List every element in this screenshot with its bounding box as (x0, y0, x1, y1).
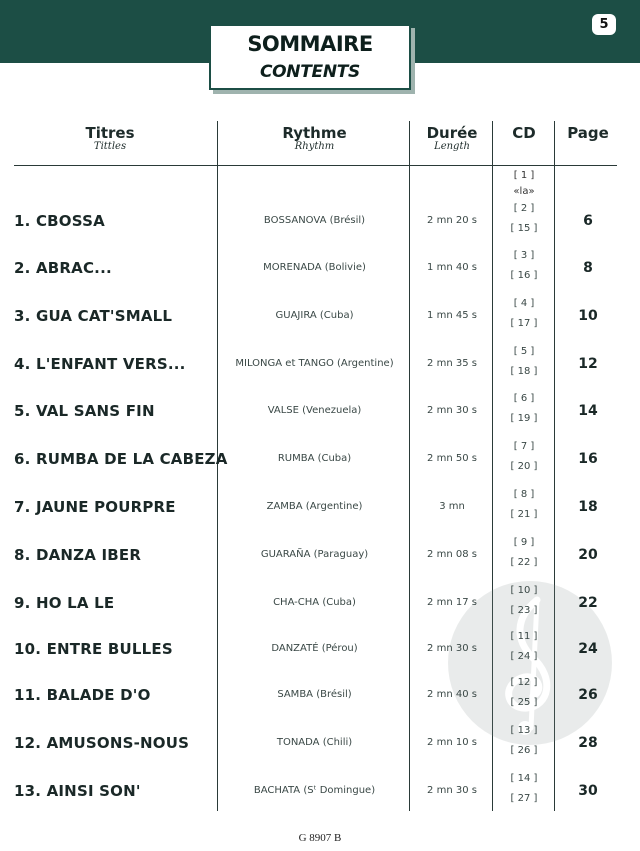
col-header-rhythm-main: Rythme (282, 124, 347, 142)
catalog-reference: G 8907 B (298, 832, 342, 844)
col-header-cd (494, 124, 554, 142)
piece-rhythm: MILONGA et TANGO (Argentine) (235, 358, 394, 369)
col-header-duration-sub: Length (434, 141, 470, 152)
cd-track-number: [ 15 ] (510, 223, 538, 234)
piece-page: 28 (578, 735, 598, 751)
cd-tracks (494, 199, 554, 243)
piece-rhythm: MORENADA (Bolivie) (263, 262, 366, 273)
cd-track-number: [ 2 ] (513, 203, 535, 214)
piece-title: 4. L'ENFANT VERS... (14, 355, 186, 373)
table-row (0, 292, 640, 340)
title-box (209, 24, 411, 90)
piece-rhythm: GUARAÑA (Paraguay) (260, 549, 369, 560)
piece-rhythm: TONADA (Chili) (276, 737, 353, 748)
piece-title: 12. AMUSONS-NOUS (14, 734, 190, 752)
piece-title: 1. CBOSSA (14, 212, 105, 230)
piece-rhythm: DANZATÉ (Pérou) (271, 643, 358, 654)
piece-title: 10. ENTRE BULLES (14, 640, 173, 658)
piece-duration: 2 mn 30 s (427, 405, 477, 416)
cd-tuning-label: «la» (513, 186, 535, 197)
piece-duration: 2 mn 30 s (427, 643, 477, 654)
col-header-duration-main: Durée (426, 124, 478, 142)
piece-page: 22 (578, 595, 598, 611)
col-header-page-main: Page (567, 124, 609, 142)
piece-page: 30 (578, 783, 598, 799)
cd-track-number: [ 12 ] (510, 677, 538, 688)
piece-title: 5. VAL SANS FIN (14, 402, 155, 420)
piece-page: 10 (578, 308, 598, 324)
col-header-cd-main: CD (512, 124, 536, 142)
cd-tracks (494, 437, 554, 481)
piece-title: 3. GUA CAT'SMALL (14, 307, 173, 325)
cd-tracks (494, 769, 554, 813)
piece-rhythm: BACHATA (Sᵗ Domingue) (253, 785, 376, 796)
cd-tracks (494, 389, 554, 433)
cd-tracks (494, 485, 554, 529)
table-row (0, 340, 640, 388)
table-row (0, 625, 640, 673)
page-number: 5 (592, 14, 616, 35)
cd-track-number: [ 16 ] (510, 270, 538, 281)
table-row (0, 244, 640, 292)
piece-page: 18 (578, 499, 598, 515)
piece-page: 20 (578, 547, 598, 563)
cd-track-number: [ 8 ] (513, 489, 535, 500)
table-row (0, 197, 640, 245)
table-row (0, 767, 640, 815)
table-row (0, 579, 640, 627)
piece-duration: 2 mn 50 s (427, 453, 477, 464)
piece-page: 8 (583, 260, 593, 276)
piece-duration: 2 mn 35 s (427, 358, 477, 369)
cd-track-number: [ 4 ] (513, 298, 535, 309)
piece-page: 24 (578, 641, 598, 657)
piece-duration: 2 mn 10 s (427, 737, 477, 748)
cd-track-number: [ 7 ] (513, 441, 535, 452)
piece-rhythm: GUAJIRA (Cuba) (275, 310, 354, 321)
piece-duration: 1 mn 45 s (427, 310, 477, 321)
piece-title: 2. ABRAC... (14, 259, 112, 277)
col-header-rhythm-sub: Rhythm (294, 141, 335, 152)
table-row (0, 387, 640, 435)
page-subtitle: CONTENTS (259, 62, 361, 82)
cd-track-number: [ 21 ] (510, 509, 538, 520)
cd-track-number: [ 9 ] (513, 537, 535, 548)
piece-duration: 2 mn 30 s (427, 785, 477, 796)
piece-duration: 2 mn 08 s (427, 549, 477, 560)
piece-rhythm: SAMBA (Brésil) (277, 689, 352, 700)
cd-tracks (494, 627, 554, 671)
cd-track-number: [ 19 ] (510, 413, 538, 424)
piece-title: 9. HO LA LE (14, 594, 115, 612)
cd-tracks (494, 294, 554, 338)
cd-track-number: [ 27 ] (510, 793, 538, 804)
cd-track-number: [ 14 ] (510, 773, 538, 784)
page-title: SOMMAIRE (247, 32, 373, 56)
piece-title: 6. RUMBA DE LA CABEZA (14, 450, 228, 468)
table-row (0, 483, 640, 531)
col-header-rhythm (219, 124, 410, 152)
piece-duration: 2 mn 20 s (427, 215, 477, 226)
cd-track-number: [ 11 ] (510, 631, 538, 642)
cd-track-number: [ 17 ] (510, 318, 538, 329)
piece-rhythm: BOSSANOVA (Brésil) (263, 215, 366, 226)
col-header-titles (60, 124, 160, 152)
cd-track-number: [ 24 ] (510, 651, 538, 662)
piece-page: 6 (583, 213, 593, 229)
cd-tracks (494, 673, 554, 717)
cd-track-number: [ 25 ] (510, 697, 538, 708)
cd-tracks (494, 721, 554, 765)
table-row (0, 531, 640, 579)
piece-duration: 1 mn 40 s (427, 262, 477, 273)
cd-track-number: [ 22 ] (510, 557, 538, 568)
col-header-titles-sub: Tittles (93, 141, 127, 152)
piece-page: 12 (578, 356, 598, 372)
cd-tracks (494, 581, 554, 625)
cd-track-number: [ 5 ] (513, 346, 535, 357)
cd-tuning-track: [ 1 ] (513, 170, 535, 181)
cd-tracks (494, 246, 554, 290)
table-row (0, 719, 640, 767)
piece-rhythm: VALSE (Venezuela) (267, 405, 362, 416)
cd-track-number: [ 26 ] (510, 745, 538, 756)
piece-title: 13. AINSI SON' (14, 782, 141, 800)
piece-title: 8. DANZA IBER (14, 546, 142, 564)
cd-track-number: [ 3 ] (513, 250, 535, 261)
piece-duration: 3 mn (439, 501, 465, 512)
cd-tracks (494, 533, 554, 577)
piece-rhythm: RUMBA (Cuba) (277, 453, 352, 464)
piece-page: 26 (578, 687, 598, 703)
col-header-titles-main: Titres (85, 124, 135, 142)
cd-track-number: [ 6 ] (513, 393, 535, 404)
cd-track-number: [ 23 ] (510, 605, 538, 616)
col-header-duration (411, 124, 493, 152)
header-divider (14, 165, 617, 166)
cd-track-number: [ 20 ] (510, 461, 538, 472)
piece-rhythm: CHA-CHA (Cuba) (273, 597, 356, 608)
piece-rhythm: ZAMBA (Argentine) (266, 501, 363, 512)
cd-track-number: [ 10 ] (510, 585, 538, 596)
piece-duration: 2 mn 40 s (427, 689, 477, 700)
piece-title: 11. BALADE D'O (14, 686, 151, 704)
cd-track-number: [ 13 ] (510, 725, 538, 736)
piece-page: 14 (578, 403, 598, 419)
col-header-page (556, 124, 620, 142)
piece-page: 16 (578, 451, 598, 467)
table-row (0, 435, 640, 483)
cd-tracks (494, 342, 554, 386)
piece-title: 7. JAUNE POURPRE (14, 498, 176, 516)
table-row (0, 671, 640, 719)
piece-duration: 2 mn 17 s (427, 597, 477, 608)
cd-track-number: [ 18 ] (510, 366, 538, 377)
